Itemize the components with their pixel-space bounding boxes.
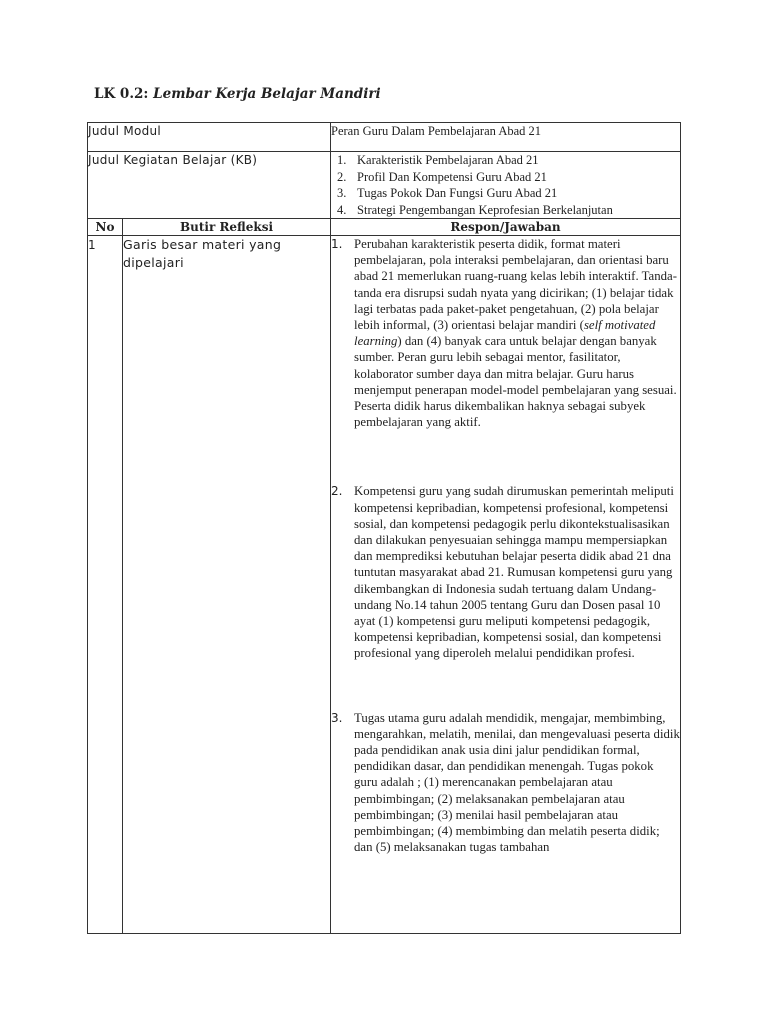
kb-list [331, 152, 680, 218]
entry-butir: Garis besar materi yang dipelajari [123, 236, 331, 934]
response-item [331, 236, 680, 430]
response-text: Perubahan karakteristik peserta didik, format materi pembelajaran, pola interaksi pembelajaran, dan orientasi baru abad 21 memerlukan ruang-ruang kelas lebih interaktif. Tanda-tanda era disrupsi sudah nyata yang dicirikan; (1) belajar tidak lagi terbatas pada paket-paket pengetahuan, (2) pola belajar lebih informal, (3) orientasi belajar mandiri (self motivated learning) dan (4) banyak cara untuk belajar dengan banyak sumber. Peran guru lebih sebagai mentor, fasilitator, kolaborator sumber daya dan mitra belajar. Guru harus menjemput penerapan model-model pembelajaran yang sesuai. Peserta didik harus dikembalikan haknya sebagai subyek pembelajaran yang aktif. [354, 237, 677, 430]
response-item [331, 483, 680, 661]
entry-no: 1 [88, 236, 123, 934]
response-item [331, 710, 680, 856]
response-text: Tugas utama guru adalah mendidik, mengajar, membimbing, mengarahkan, melatih, menilai, dan mengevaluasi peserta didik pada pendidikan anak usia dini jalur pendidikan formal, pendidikan dasar, dan pendidikan menengah. Tugas pokok guru adalah ; (1) merencanakan pembelajaran atau pembimbingan; (2) melaksanakan pembelajaran atau pembimbingan; (3) menilai hasil pembelajaran atau pembimbingan; (4) membimbing dan melatih peserta didik; dan (5) melaksanakan tugas tambahan [354, 710, 680, 855]
kb-list-item: 4. Strategi Pengembangan Keprofesian Berkelanjutan [337, 202, 613, 217]
judul-modul-value: Peran Guru Dalam Pembelajaran Abad 21 [331, 123, 681, 152]
row-judul-kb [88, 152, 681, 219]
table-row [88, 236, 681, 934]
kb-list-item: 2. Profil Dan Kompetensi Guru Abad 21 [337, 169, 547, 184]
kb-list-item: 1. Karakteristik Pembelajaran Abad 21 [337, 153, 539, 167]
response-number: 1. [331, 237, 343, 251]
response-number: 2. [331, 484, 343, 499]
row-judul-modul [88, 123, 681, 152]
entry-responses [331, 236, 681, 934]
col-head-respon: Respon/Jawaban [331, 219, 681, 236]
judul-kb-value [331, 152, 681, 219]
title-prefix: LK 0.2: [94, 86, 154, 102]
col-head-butir: Butir Refleksi [123, 219, 331, 236]
worksheet-table [87, 122, 681, 934]
document-title [94, 86, 381, 102]
title-main: Lembar Kerja Belajar Mandiri [153, 86, 381, 102]
column-header-row [88, 219, 681, 236]
response-text: Kompetensi guru yang sudah dirumuskan pemerintah meliputi kompetensi kepribadian, kompetensi profesional, kompetensi sosial, dan kompetensi pedagogik perlu dikontekstualisasikan dan dilakukan penyesuaian sehingga mampu mempersiapkan dan memprediksi kebutuhan belajar peserta didik abad 21 dna tuntutan masyarakat abad 21. Rumusan kompetensi guru yang dikembangkan di Indonesia sudah tertuang dalam Undang-undang No.14 tahun 2005 tentang Guru dan Dosen pasal 10 ayat (1) kompetensi guru meliputi kompetensi pedagogik, kompetensi kepribadian, kompetensi sosial, dan kompetensi profesional yang diperoleh melalui pendidikan profesi. [354, 484, 674, 661]
judul-kb-label: Judul Kegiatan Belajar (KB) [88, 152, 331, 219]
response-number: 3. [331, 710, 343, 725]
col-head-no: No [88, 219, 123, 236]
kb-list-item: 3. Tugas Pokok Dan Fungsi Guru Abad 21 [337, 186, 558, 200]
judul-modul-label: Judul Modul [88, 123, 331, 152]
